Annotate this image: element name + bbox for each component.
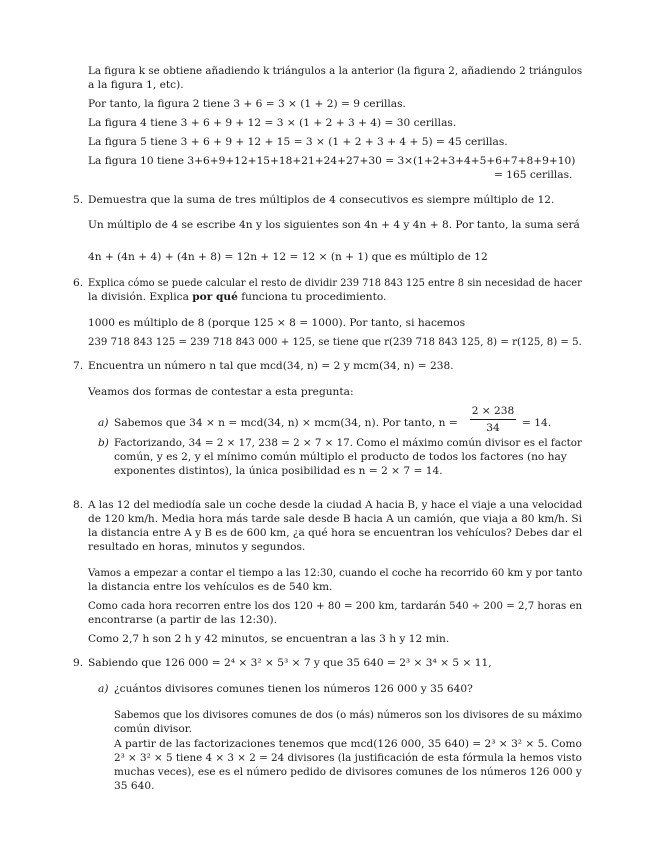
answer-line: común, y es 2, y el mínimo común múltiplo el producto de todos los factores (no hay <box>114 451 567 463</box>
question-statement: de 120 km/h. Media hora más tarde sale desde B hacia A un camión, que viaja a 80 km/h. Si <box>88 513 583 525</box>
emphasis: por qué <box>192 291 238 303</box>
question-statement: Encuentra un número n tal que mcd(34, n) = 2 y mcm(34, n) = 238. <box>88 360 454 372</box>
question-statement: Sabiendo que 126 000 = 2⁴ × 3² × 5³ × 7 y que 35 640 = 2³ × 3⁴ × 5 × 11, <box>88 657 492 669</box>
text-line: La figura 10 tiene 3+6+9+12+15+18+21+24+27+30 = 3×(1+2+3+4+5+6+7+8+9+10) <box>88 155 576 167</box>
answer-line: Como 2,7 h son 2 h y 42 minutos, se encuentran a las 3 h y 12 min. <box>88 633 450 645</box>
fraction-denominator: 34 <box>486 422 500 434</box>
answer-line: Un múltiplo de 4 se escribe 4n y los siguientes son 4n + 4 y 4n + 8. Por tanto, la suma será <box>88 219 580 231</box>
text-line: La figura 5 tiene 3 + 6 + 9 + 12 + 15 = 3 × (1 + 2 + 3 + 4 + 5) = 45 cerillas. <box>88 136 508 148</box>
text-line: = 165 cerillas. <box>494 169 573 181</box>
sub-question: ¿cuántos divisores comunes tienen los números 126 000 y 35 640? <box>114 683 473 695</box>
answer-line: Sabemos que 34 × n = mcd(34, n) × mcm(34, n). Por tanto, n = <box>114 417 458 429</box>
answer-intro: Veamos dos formas de contestar a esta pregunta: <box>88 386 354 398</box>
question-number: 9. <box>73 657 84 669</box>
answer-line: Como cada hora recorren entre los dos 120 + 80 = 200 km, tardarán 540 ÷ 200 = 2,7 horas en <box>88 600 583 612</box>
question-statement: resultado en horas, minutos y segundos. <box>88 541 306 553</box>
answer-line: 1000 es múltiplo de 8 (porque 125 × 8 = 1000). Por tanto, si hacemos <box>88 317 466 329</box>
question-statement: Demuestra que la suma de tres múltiplos de 4 consecutivos es siempre múltiplo de 12. <box>88 194 555 206</box>
question-statement: la división. Explica por qué funciona tu procedimiento. <box>88 291 387 303</box>
text-line: a la figura 1, etc). <box>88 79 184 91</box>
question-statement: la distancia entre A y B es de 600 km, ¿a qué hora se encuentran los vehículos? Debes dar el <box>88 527 583 539</box>
answer-line: muchas veces), ese es el número pedido de divisores comunes de los números 126 000 y <box>114 766 582 778</box>
answer-line: la distancia entre los vehículos es de 540 km. <box>88 581 333 593</box>
question-number: 8. <box>73 499 84 511</box>
answer-line: exponentes distintos), la única posibilidad es n = 2 × 7 = 14. <box>114 465 443 477</box>
answer-result: = 14. <box>522 417 552 429</box>
answer-line: Vamos a empezar a contar el tiempo a las 12:30, cuando el coche ha recorrido 60 km y por tanto <box>88 567 583 579</box>
question-statement: A las 12 del mediodía sale un coche desde la ciudad A hacia B, y hace el viaje a una velocidad <box>88 499 583 511</box>
answer-line: 35 640. <box>114 780 155 792</box>
text-line: La figura 4 tiene 3 + 6 + 9 + 12 = 3 × (1 + 2 + 3 + 4) = 30 cerillas. <box>88 117 457 129</box>
text-line: La figura k se obtiene añadiendo k triángulos a la anterior (la figura 2, añadiendo 2 triángulos <box>88 65 583 77</box>
answer-line: encontrarse (a partir de las 12:30). <box>88 614 278 626</box>
equation: 4n + (4n + 4) + (4n + 8) = 12n + 12 = 12 × (n + 1) que es múltiplo de 12 <box>88 251 488 263</box>
question-number: 7. <box>73 360 84 372</box>
fraction-numerator: 2 × 238 <box>471 405 515 417</box>
question-statement: Explica cómo se puede calcular el resto de dividir 239 718 843 125 entre 8 sin necesidad de hacer <box>88 277 582 289</box>
fraction-bar <box>470 419 516 420</box>
question-number: 6. <box>73 277 84 289</box>
answer-line: Sabemos que los divisores comunes de dos (o más) números son los divisores de su máximo <box>114 709 583 721</box>
sub-item-label: a) <box>98 683 109 695</box>
answer-line: 239 718 843 125 = 239 718 843 000 + 125, se tiene que r(239 718 843 125, 8) = r(125, 8) = 5. <box>88 336 582 348</box>
answer-line: común divisor. <box>114 723 192 735</box>
sub-item-label: a) <box>98 417 109 429</box>
answer-line: Factorizando, 34 = 2 × 17, 238 = 2 × 7 × 17. Como el máximo común divisor es el factor <box>114 437 582 449</box>
question-number: 5. <box>73 194 84 206</box>
text-line: Por tanto, la figura 2 tiene 3 + 6 = 3 × (1 + 2) = 9 cerillas. <box>88 98 406 110</box>
answer-line: A partir de las factorizaciones tenemos que mcd(126 000, 35 640) = 2³ × 3² × 5. Como <box>114 738 582 750</box>
sub-item-label: b) <box>98 437 109 449</box>
answer-line: 2³ × 3² × 5 tiene 4 × 3 × 2 = 24 divisores (la justificación de esta fórmula la hemos visto <box>114 752 582 764</box>
